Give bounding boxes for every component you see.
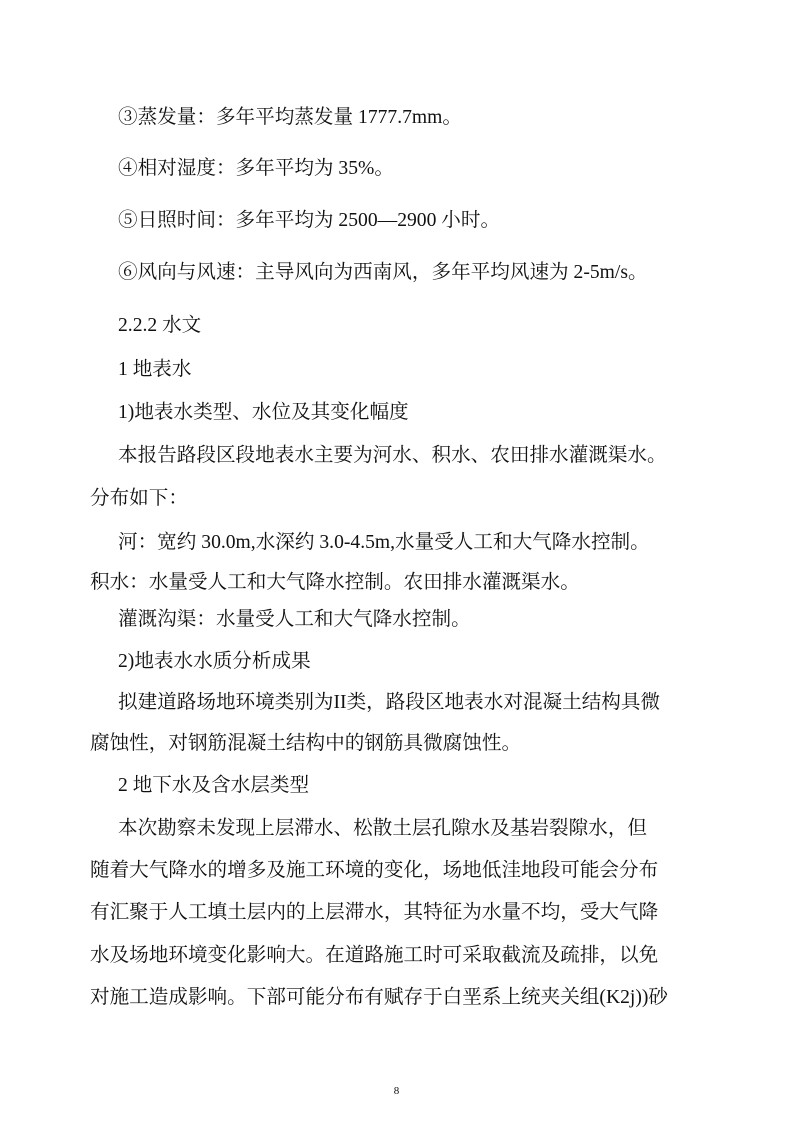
subheading-water-quality: 2)地表水水质分析成果 [118, 651, 311, 672]
paragraph-line: 积水：水量受人工和大气降水控制。农田排水灌溉渠水。 [90, 572, 580, 593]
subheading-surface-water-type: 1)地表水类型、水位及其变化幅度 [118, 402, 409, 423]
paragraph-line: 腐蚀性，对钢筋混凝土结构中的钢筋具微腐蚀性。 [90, 733, 522, 754]
text-line-wind: ⑥风向与风速：主导风向为西南风，多年平均风速为 2-5m/s。 [118, 262, 648, 283]
paragraph-line: 本报告路段区段地表水主要为河水、积水、农田排水灌溉渠水。 [118, 445, 667, 466]
text-line-sunshine: ⑤日照时间：多年平均为 2500—2900 小时。 [118, 210, 501, 231]
paragraph-line: 对施工造成影响。下部可能分布有赋存于白垩系上统夹关组(K2j))砂 [90, 987, 668, 1008]
text-line-evaporation: ③蒸发量：多年平均蒸发量 1777.7mm。 [118, 107, 462, 128]
section-heading-hydrology: 2.2.2 水文 [118, 315, 202, 336]
paragraph-line: 随着大气降水的增多及施工环境的变化，场地低洼地段可能会分布 [90, 860, 659, 881]
page-number: 8 [393, 1085, 400, 1097]
paragraph-line: 本次勘察未发现上层滞水、松散土层孔隙水及基岩裂隙水，但 [118, 818, 648, 839]
text-line-humidity: ④相对湿度：多年平均为 35%。 [118, 158, 394, 179]
paragraph-line: 灌溉沟渠：水量受人工和大气降水控制。 [118, 609, 471, 630]
paragraph-line: 水及场地环境变化影响大。在道路施工时可采取截流及疏排，以免 [90, 945, 659, 966]
paragraph-line: 分布如下： [90, 488, 188, 509]
paragraph-line: 河：宽约 30.0m,水深约 3.0-4.5m,水量受人工和大气降水控制。 [118, 532, 650, 553]
paragraph-line: 拟建道路场地环境类别为II类，路段区地表水对混凝土结构具微 [118, 692, 661, 713]
paragraph-line: 有汇聚于人工填土层内的上层滞水，其特征为水量不均，受大气降 [90, 902, 659, 923]
subheading-groundwater: 2 地下水及含水层类型 [118, 775, 310, 796]
subheading-surface-water: 1 地表水 [118, 359, 192, 380]
